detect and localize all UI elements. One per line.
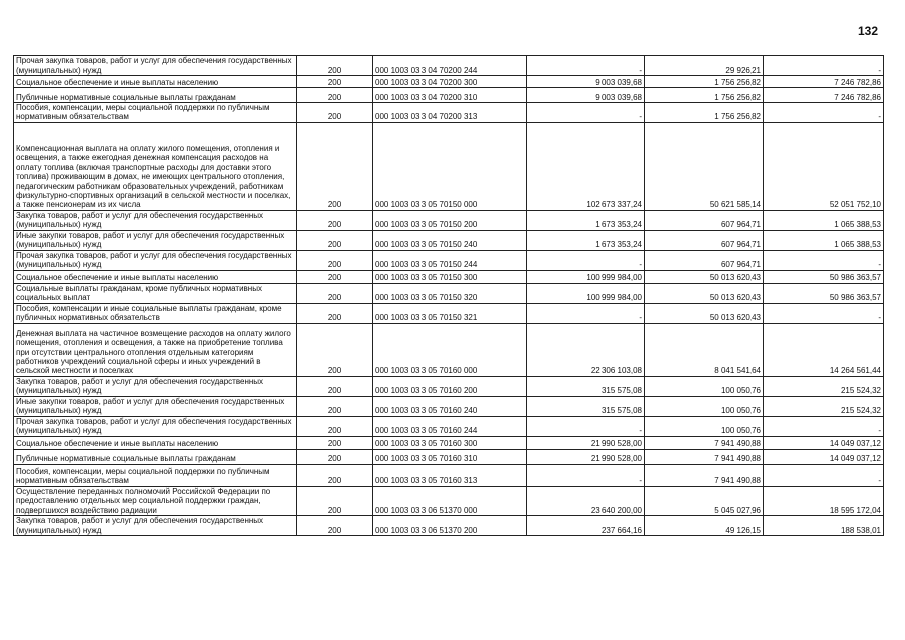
row-unexecuted-amount: - [764,250,884,270]
row-approved-amount: - [527,103,645,123]
row-name: Осуществление переданных полномочий Российской Федерации по предоставлению отдельных мер социальной поддержки граждан, подвергшихся воздействию радиации [14,486,297,515]
row-line-code: 200 [297,76,373,88]
row-budget-code: 000 1003 03 3 05 70150 200 [373,210,527,230]
table-row [14,396,884,416]
row-unexecuted-amount: 14 049 037,12 [764,436,884,449]
row-approved-amount: - [527,464,645,486]
row-unexecuted-amount: - [764,464,884,486]
table-row [14,88,884,103]
table-row [14,449,884,464]
table-row [14,464,884,486]
table-row [14,250,884,270]
row-budget-code: 000 1003 03 3 04 70200 313 [373,103,527,123]
row-unexecuted-amount: - [764,56,884,76]
row-unexecuted-amount: 14 049 037,12 [764,449,884,464]
row-name: Пособия, компенсации, меры социальной поддержки по публичным нормативным обязательствам [14,464,297,486]
row-unexecuted-amount: 215 524,32 [764,396,884,416]
row-budget-code: 000 1003 03 3 05 70160 240 [373,396,527,416]
row-unexecuted-amount: 50 986 363,57 [764,283,884,303]
row-budget-code: 000 1003 03 3 05 70160 313 [373,464,527,486]
row-line-code: 200 [297,122,373,210]
table-row [14,323,884,376]
row-line-code: 200 [297,486,373,515]
row-name: Закупка товаров, работ и услуг для обеспечения государственных (муниципальных) нужд [14,210,297,230]
row-approved-amount: 102 673 337,24 [527,122,645,210]
row-executed-amount: 607 964,71 [645,250,764,270]
row-approved-amount: 315 575,08 [527,376,645,396]
row-line-code: 200 [297,303,373,323]
table-row [14,270,884,283]
row-line-code: 200 [297,103,373,123]
row-budget-code: 000 1003 03 3 04 70200 310 [373,88,527,103]
row-line-code: 200 [297,270,373,283]
row-unexecuted-amount: 188 538,01 [764,516,884,536]
row-unexecuted-amount: - [764,103,884,123]
row-approved-amount: 100 999 984,00 [527,270,645,283]
row-line-code: 200 [297,436,373,449]
row-unexecuted-amount: - [764,416,884,436]
row-approved-amount: - [527,56,645,76]
row-unexecuted-amount: 18 595 172,04 [764,486,884,515]
table-row [14,303,884,323]
row-line-code: 200 [297,449,373,464]
row-line-code: 200 [297,516,373,536]
table-row [14,376,884,396]
row-line-code: 200 [297,464,373,486]
row-budget-code: 000 1003 03 3 04 70200 244 [373,56,527,76]
row-name: Социальное обеспечение и иные выплаты населению [14,76,297,88]
row-budget-code: 000 1003 03 3 05 70160 200 [373,376,527,396]
row-unexecuted-amount: - [764,303,884,323]
row-executed-amount: 100 050,76 [645,416,764,436]
row-unexecuted-amount: 50 986 363,57 [764,270,884,283]
row-budget-code: 000 1003 03 3 05 70150 000 [373,122,527,210]
row-name: Денежная выплата на частичное возмещение расходов на оплату жилого помещения, отопления и освещения, а также на приобретение топлива при отсутствии центрального отопления отдельным категориям работников учреждений социальной сферы и иных учреждений в сельской местности и поселках [14,323,297,376]
table-row [14,436,884,449]
row-name: Социальные выплаты гражданам, кроме публичных нормативных социальных выплат [14,283,297,303]
table-row [14,486,884,515]
row-unexecuted-amount: 7 246 782,86 [764,76,884,88]
row-budget-code: 000 1003 03 3 05 70160 000 [373,323,527,376]
row-approved-amount: 22 306 103,08 [527,323,645,376]
row-executed-amount: 50 013 620,43 [645,283,764,303]
row-approved-amount: 23 640 200,00 [527,486,645,515]
table-row [14,283,884,303]
row-executed-amount: 1 756 256,82 [645,88,764,103]
row-approved-amount: - [527,303,645,323]
row-budget-code: 000 1003 03 3 05 70150 240 [373,230,527,250]
row-approved-amount: 237 664,16 [527,516,645,536]
row-executed-amount: 1 756 256,82 [645,76,764,88]
row-unexecuted-amount: 7 246 782,86 [764,88,884,103]
row-executed-amount: 7 941 490,88 [645,464,764,486]
row-executed-amount: 1 756 256,82 [645,103,764,123]
row-approved-amount: - [527,250,645,270]
row-executed-amount: 100 050,76 [645,396,764,416]
table-row [14,416,884,436]
row-line-code: 200 [297,210,373,230]
row-name: Компенсационная выплата на оплату жилого помещения, отопления и освещения, а также ежегодная денежная компенсация расходов на оплату топлива (включая транспортные расходы для доставки этого топлива) проживающим в домах, не имеющих центрального отопления, педагогическим работникам образовательных учреждений, работникам физкультурно-спортивных организаций в сельской местности и поселках, а также пенсионерам из их числа [14,122,297,210]
row-name: Иные закупки товаров, работ и услуг для обеспечения государственных (муниципальных) нужд [14,396,297,416]
row-name: Пособия, компенсации и иные социальные выплаты гражданам, кроме публичных нормативных обязательств [14,303,297,323]
row-executed-amount: 49 126,15 [645,516,764,536]
table-row [14,56,884,76]
row-budget-code: 000 1003 03 3 05 70150 300 [373,270,527,283]
row-name: Прочая закупка товаров, работ и услуг для обеспечения государственных (муниципальных) нужд [14,56,297,76]
row-line-code: 200 [297,283,373,303]
table-row [14,210,884,230]
row-executed-amount: 100 050,76 [645,376,764,396]
row-line-code: 200 [297,88,373,103]
row-approved-amount: 21 990 528,00 [527,436,645,449]
row-unexecuted-amount: 1 065 388,53 [764,210,884,230]
row-name: Публичные нормативные социальные выплаты гражданам [14,88,297,103]
row-budget-code: 000 1003 03 3 04 70200 300 [373,76,527,88]
row-executed-amount: 50 013 620,43 [645,303,764,323]
row-approved-amount: 315 575,08 [527,396,645,416]
row-approved-amount: 100 999 984,00 [527,283,645,303]
row-name: Закупка товаров, работ и услуг для обеспечения государственных (муниципальных) нужд [14,516,297,536]
row-name: Закупка товаров, работ и услуг для обеспечения государственных (муниципальных) нужд [14,376,297,396]
row-approved-amount: - [527,416,645,436]
row-executed-amount: 607 964,71 [645,210,764,230]
table-row [14,103,884,123]
row-approved-amount: 9 003 039,68 [527,88,645,103]
row-executed-amount: 5 045 027,96 [645,486,764,515]
row-budget-code: 000 1003 03 3 05 70160 310 [373,449,527,464]
row-approved-amount: 1 673 353,24 [527,230,645,250]
row-line-code: 200 [297,416,373,436]
row-executed-amount: 7 941 490,88 [645,436,764,449]
row-unexecuted-amount: 1 065 388,53 [764,230,884,250]
row-line-code: 200 [297,376,373,396]
row-line-code: 200 [297,396,373,416]
row-name: Прочая закупка товаров, работ и услуг для обеспечения государственных (муниципальных) нужд [14,250,297,270]
row-unexecuted-amount: 52 051 752,10 [764,122,884,210]
table-row [14,230,884,250]
row-approved-amount: 21 990 528,00 [527,449,645,464]
row-executed-amount: 8 041 541,64 [645,323,764,376]
row-budget-code: 000 1003 03 3 05 70150 320 [373,283,527,303]
row-executed-amount: 7 941 490,88 [645,449,764,464]
table-row [14,516,884,536]
row-line-code: 200 [297,56,373,76]
row-approved-amount: 9 003 039,68 [527,76,645,88]
row-line-code: 200 [297,250,373,270]
row-line-code: 200 [297,230,373,250]
row-name: Прочая закупка товаров, работ и услуг для обеспечения государственных (муниципальных) нужд [14,416,297,436]
row-name: Социальное обеспечение и иные выплаты населению [14,270,297,283]
row-executed-amount: 50 013 620,43 [645,270,764,283]
row-unexecuted-amount: 14 264 561,44 [764,323,884,376]
row-executed-amount: 29 926,21 [645,56,764,76]
row-name: Публичные нормативные социальные выплаты гражданам [14,449,297,464]
row-budget-code: 000 1003 03 3 06 51370 200 [373,516,527,536]
row-name: Иные закупки товаров, работ и услуг для обеспечения государственных (муниципальных) нужд [14,230,297,250]
row-line-code: 200 [297,323,373,376]
table-row [14,122,884,210]
row-budget-code: 000 1003 03 3 05 70150 321 [373,303,527,323]
row-budget-code: 000 1003 03 3 05 70160 300 [373,436,527,449]
page-number: 132 [858,24,879,38]
row-executed-amount: 50 621 585,14 [645,122,764,210]
budget-execution-table [13,55,884,536]
row-budget-code: 000 1003 03 3 06 51370 000 [373,486,527,515]
row-budget-code: 000 1003 03 3 05 70160 244 [373,416,527,436]
row-unexecuted-amount: 215 524,32 [764,376,884,396]
row-name: Пособия, компенсации, меры социальной поддержки по публичным нормативным обязательствам [14,103,297,123]
row-approved-amount: 1 673 353,24 [527,210,645,230]
row-budget-code: 000 1003 03 3 05 70150 244 [373,250,527,270]
table-row [14,76,884,88]
row-name: Социальное обеспечение и иные выплаты населению [14,436,297,449]
row-executed-amount: 607 964,71 [645,230,764,250]
